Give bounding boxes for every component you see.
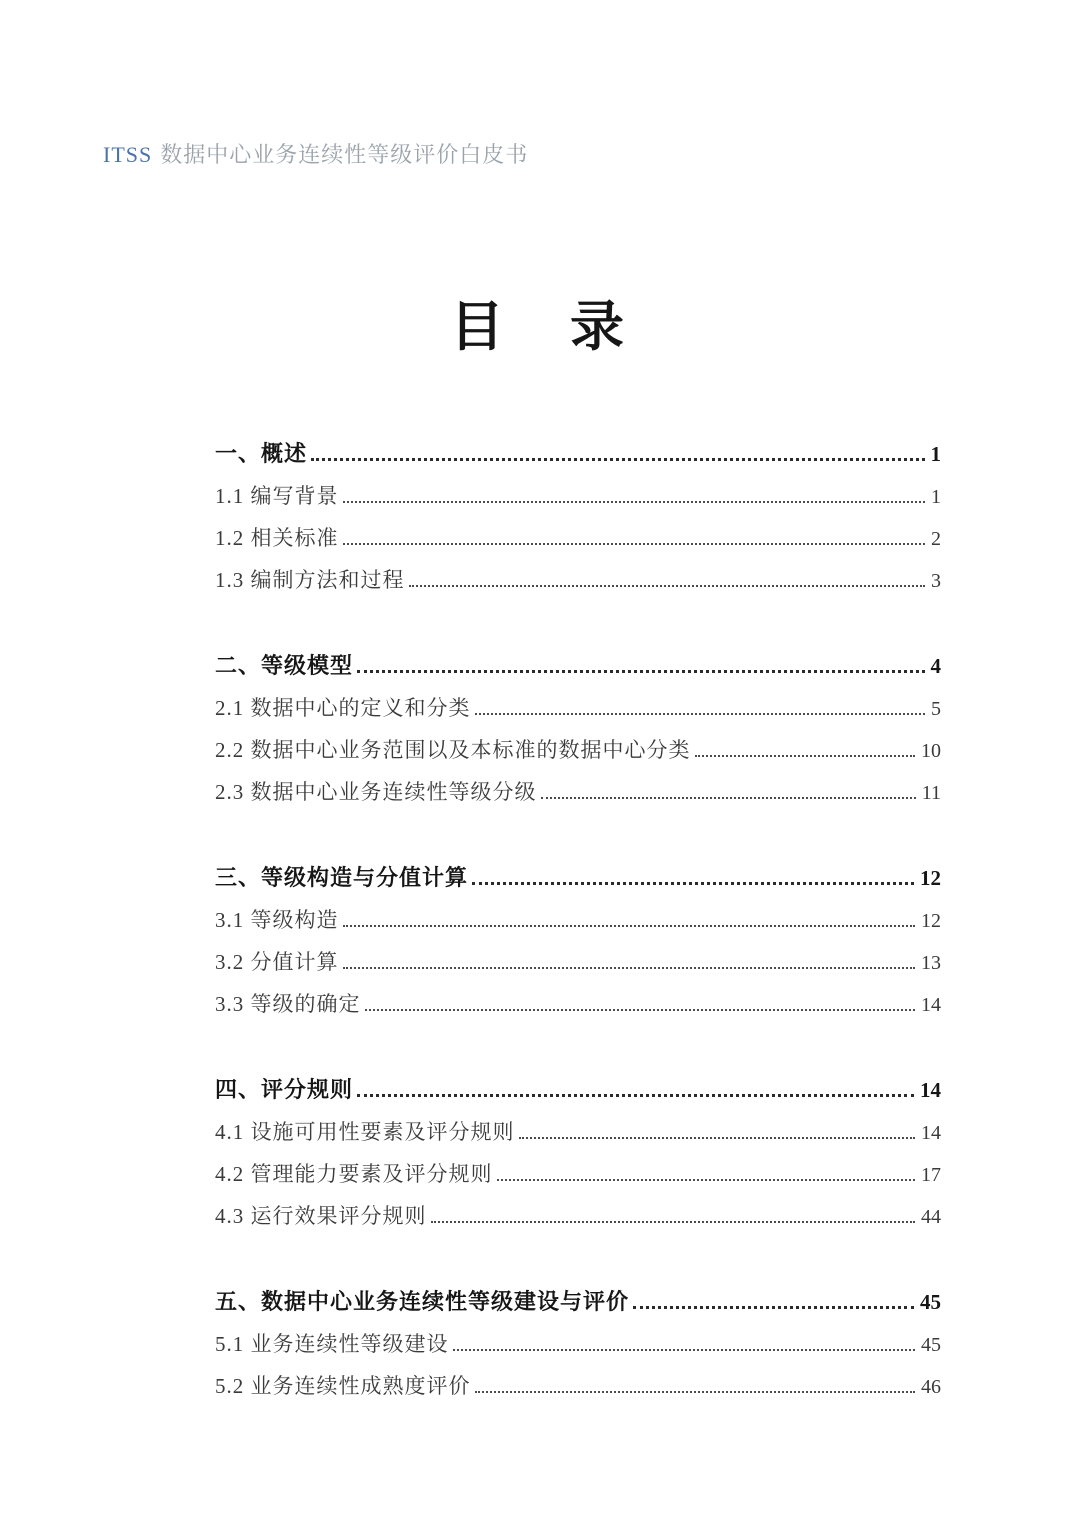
toc-heading-label: 一、概述: [215, 441, 308, 466]
toc-item-page: 12: [921, 910, 941, 932]
toc-item-1-3: [215, 560, 941, 602]
toc-heading-page: 45: [920, 1290, 941, 1314]
toc-section-3: [215, 858, 941, 1026]
dot-leader: [472, 882, 914, 885]
dot-leader: [311, 458, 924, 461]
dot-leader: [357, 1094, 914, 1097]
toc-item-label: 5.1 业务连续性等级建设: [215, 1332, 449, 1356]
toc-section-1: [215, 434, 941, 602]
dot-leader: [343, 501, 926, 503]
itss-logo: ITSS: [103, 142, 153, 167]
toc-item-label: 2.2 数据中心业务范围以及本标准的数据中心分类: [215, 738, 691, 762]
toc-heading-4: [215, 1070, 941, 1112]
toc-item-label: 4.1 设施可用性要素及评分规则: [215, 1120, 515, 1144]
toc-item-page: 5: [931, 698, 941, 720]
toc-heading-1: [215, 434, 941, 476]
toc-heading-label: 五、数据中心业务连续性等级建设与评价: [215, 1289, 630, 1314]
dot-leader: [431, 1221, 916, 1223]
toc-item-4-2: [215, 1154, 941, 1196]
toc-item-3-1: [215, 900, 941, 942]
toc-item-label: 1.1 编写背景: [215, 484, 339, 508]
toc-item-label: 3.2 分值计算: [215, 950, 339, 974]
table-of-contents: [215, 434, 941, 1408]
toc-item-4-1: [215, 1112, 941, 1154]
toc-heading-page: 14: [920, 1078, 941, 1102]
toc-item-page: 10: [921, 740, 941, 762]
dot-leader: [541, 797, 916, 799]
toc-section-2: [215, 646, 941, 814]
toc-heading-5: [215, 1282, 941, 1324]
dot-leader: [633, 1306, 914, 1309]
toc-item-4-3: [215, 1196, 941, 1238]
toc-heading-page: 4: [930, 654, 941, 678]
toc-item-2-3: [215, 772, 941, 814]
toc-section-4: [215, 1070, 941, 1238]
toc-item-label: 1.2 相关标准: [215, 526, 339, 550]
dot-leader: [475, 1391, 916, 1393]
toc-heading-page: 12: [920, 866, 941, 890]
toc-item-page: 1: [931, 486, 941, 508]
toc-item-label: 4.3 运行效果评分规则: [215, 1204, 427, 1228]
toc-item-label: 2.1 数据中心的定义和分类: [215, 696, 471, 720]
toc-item-page: 45: [921, 1334, 941, 1356]
document-header: [103, 138, 528, 169]
toc-item-5-1: [215, 1324, 941, 1366]
toc-heading-label: 二、等级模型: [215, 653, 354, 678]
toc-item-label: 2.3 数据中心业务连续性等级分级: [215, 780, 537, 804]
dot-leader: [695, 755, 916, 757]
dot-leader: [497, 1179, 916, 1181]
toc-title: 目 录: [450, 297, 630, 357]
toc-item-1-1: [215, 476, 941, 518]
dot-leader: [475, 713, 926, 715]
toc-item-2-1: [215, 688, 941, 730]
document-title: 数据中心业务连续性等级评价白皮书: [160, 142, 529, 167]
toc-item-3-2: [215, 942, 941, 984]
dot-leader: [519, 1137, 916, 1139]
dot-leader: [343, 543, 926, 545]
toc-item-page: 3: [931, 570, 941, 592]
dot-leader: [357, 670, 924, 673]
dot-leader: [343, 925, 916, 927]
toc-item-3-3: [215, 984, 941, 1026]
toc-item-page: 13: [921, 952, 941, 974]
toc-heading-label: 四、评分规则: [215, 1077, 354, 1102]
toc-heading-label: 三、等级构造与分值计算: [215, 865, 469, 890]
dot-leader: [409, 585, 926, 587]
toc-section-5: [215, 1282, 941, 1408]
toc-item-page: 2: [931, 528, 941, 550]
toc-heading-page: 1: [930, 442, 941, 466]
toc-item-label: 4.2 管理能力要素及评分规则: [215, 1162, 493, 1186]
toc-item-label: 3.3 等级的确定: [215, 992, 361, 1016]
toc-heading-3: [215, 858, 941, 900]
toc-item-label: 3.1 等级构造: [215, 908, 339, 932]
dot-leader: [453, 1349, 916, 1351]
toc-item-page: 11: [921, 782, 941, 804]
dot-leader: [343, 967, 916, 969]
toc-item-page: 14: [921, 994, 941, 1016]
toc-item-page: 14: [921, 1122, 941, 1144]
toc-item-label: 1.3 编制方法和过程: [215, 568, 405, 592]
toc-item-label: 5.2 业务连续性成熟度评价: [215, 1374, 471, 1398]
toc-item-2-2: [215, 730, 941, 772]
toc-item-page: 17: [921, 1164, 941, 1186]
toc-heading-2: [215, 646, 941, 688]
toc-item-1-2: [215, 518, 941, 560]
dot-leader: [365, 1009, 916, 1011]
toc-item-page: 44: [921, 1206, 941, 1228]
toc-item-5-2: [215, 1366, 941, 1408]
toc-item-page: 46: [921, 1376, 941, 1398]
